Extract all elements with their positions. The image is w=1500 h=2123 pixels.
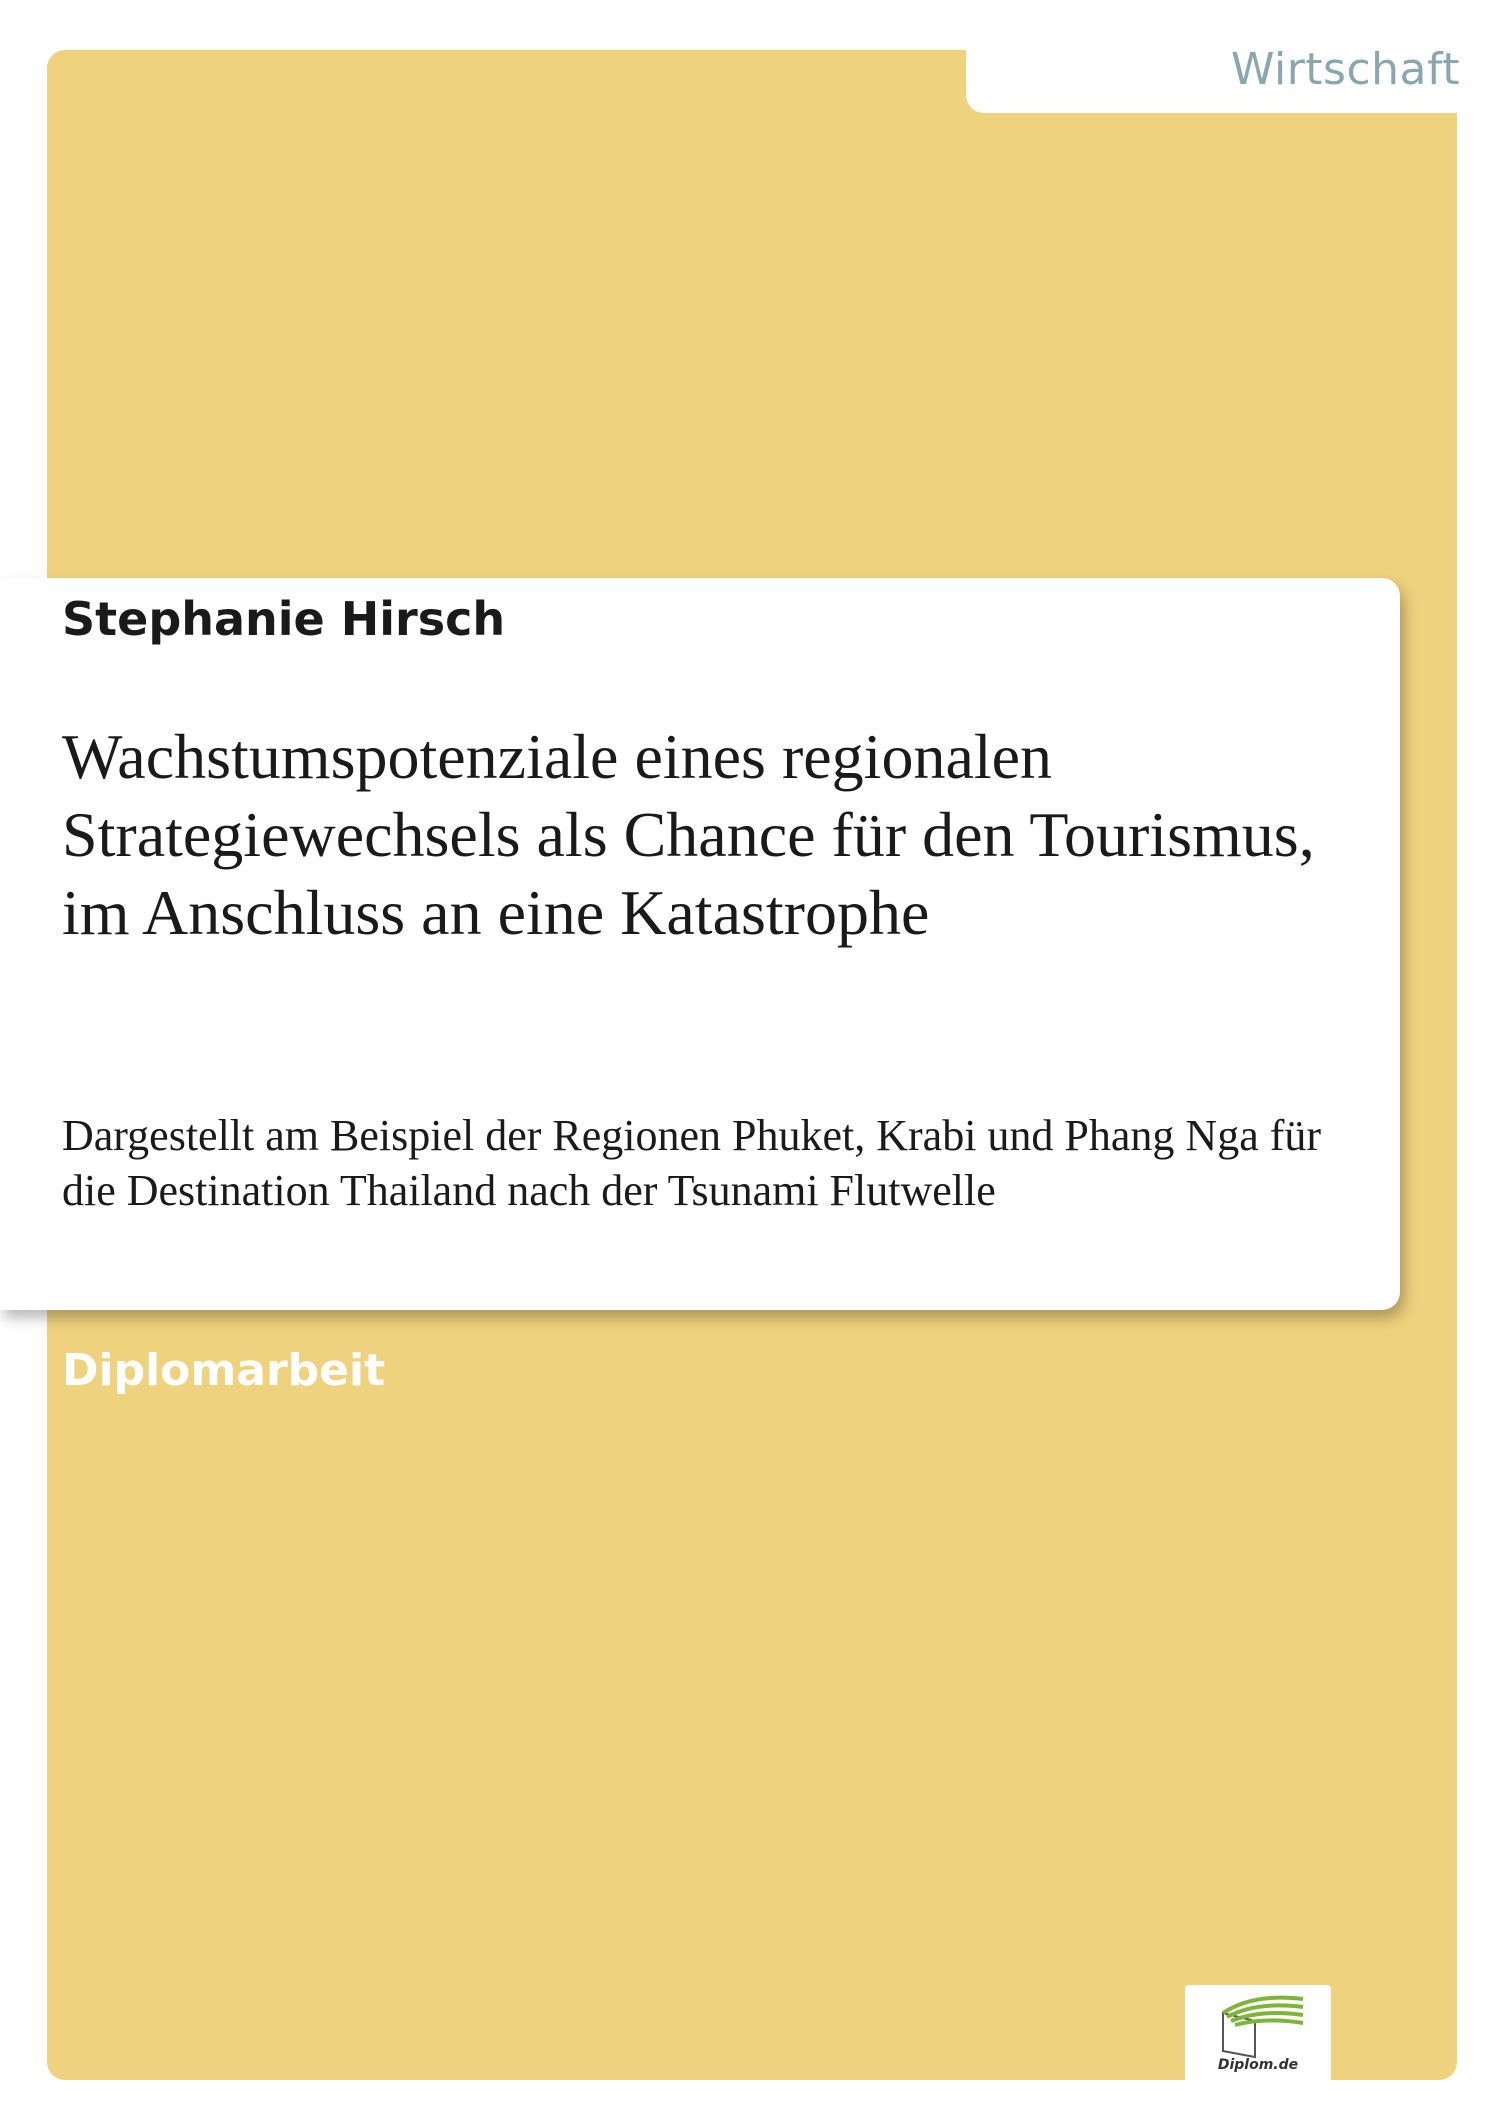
category-label: Wirtschaft [1230, 44, 1460, 95]
document-type-label: Diplomarbeit [62, 1345, 386, 1396]
publisher-name: Diplom.de [1217, 2057, 1299, 2073]
author-name: Stephanie Hirsch [62, 592, 506, 646]
publisher-logo [1185, 1985, 1331, 2085]
book-logo-icon [1203, 1991, 1313, 2061]
book-subtitle: Dargestellt am Beispiel der Regionen Phuket, Krabi und Phang Nga für die Destination Thailand nach der Tsunami Flutwelle [62, 1111, 1322, 1215]
book-title: Wachstumspotenziale eines regionalen Strategiewechsels als Chance für den Tourismus, im Anschluss an eine Katastrophe [62, 721, 1315, 948]
